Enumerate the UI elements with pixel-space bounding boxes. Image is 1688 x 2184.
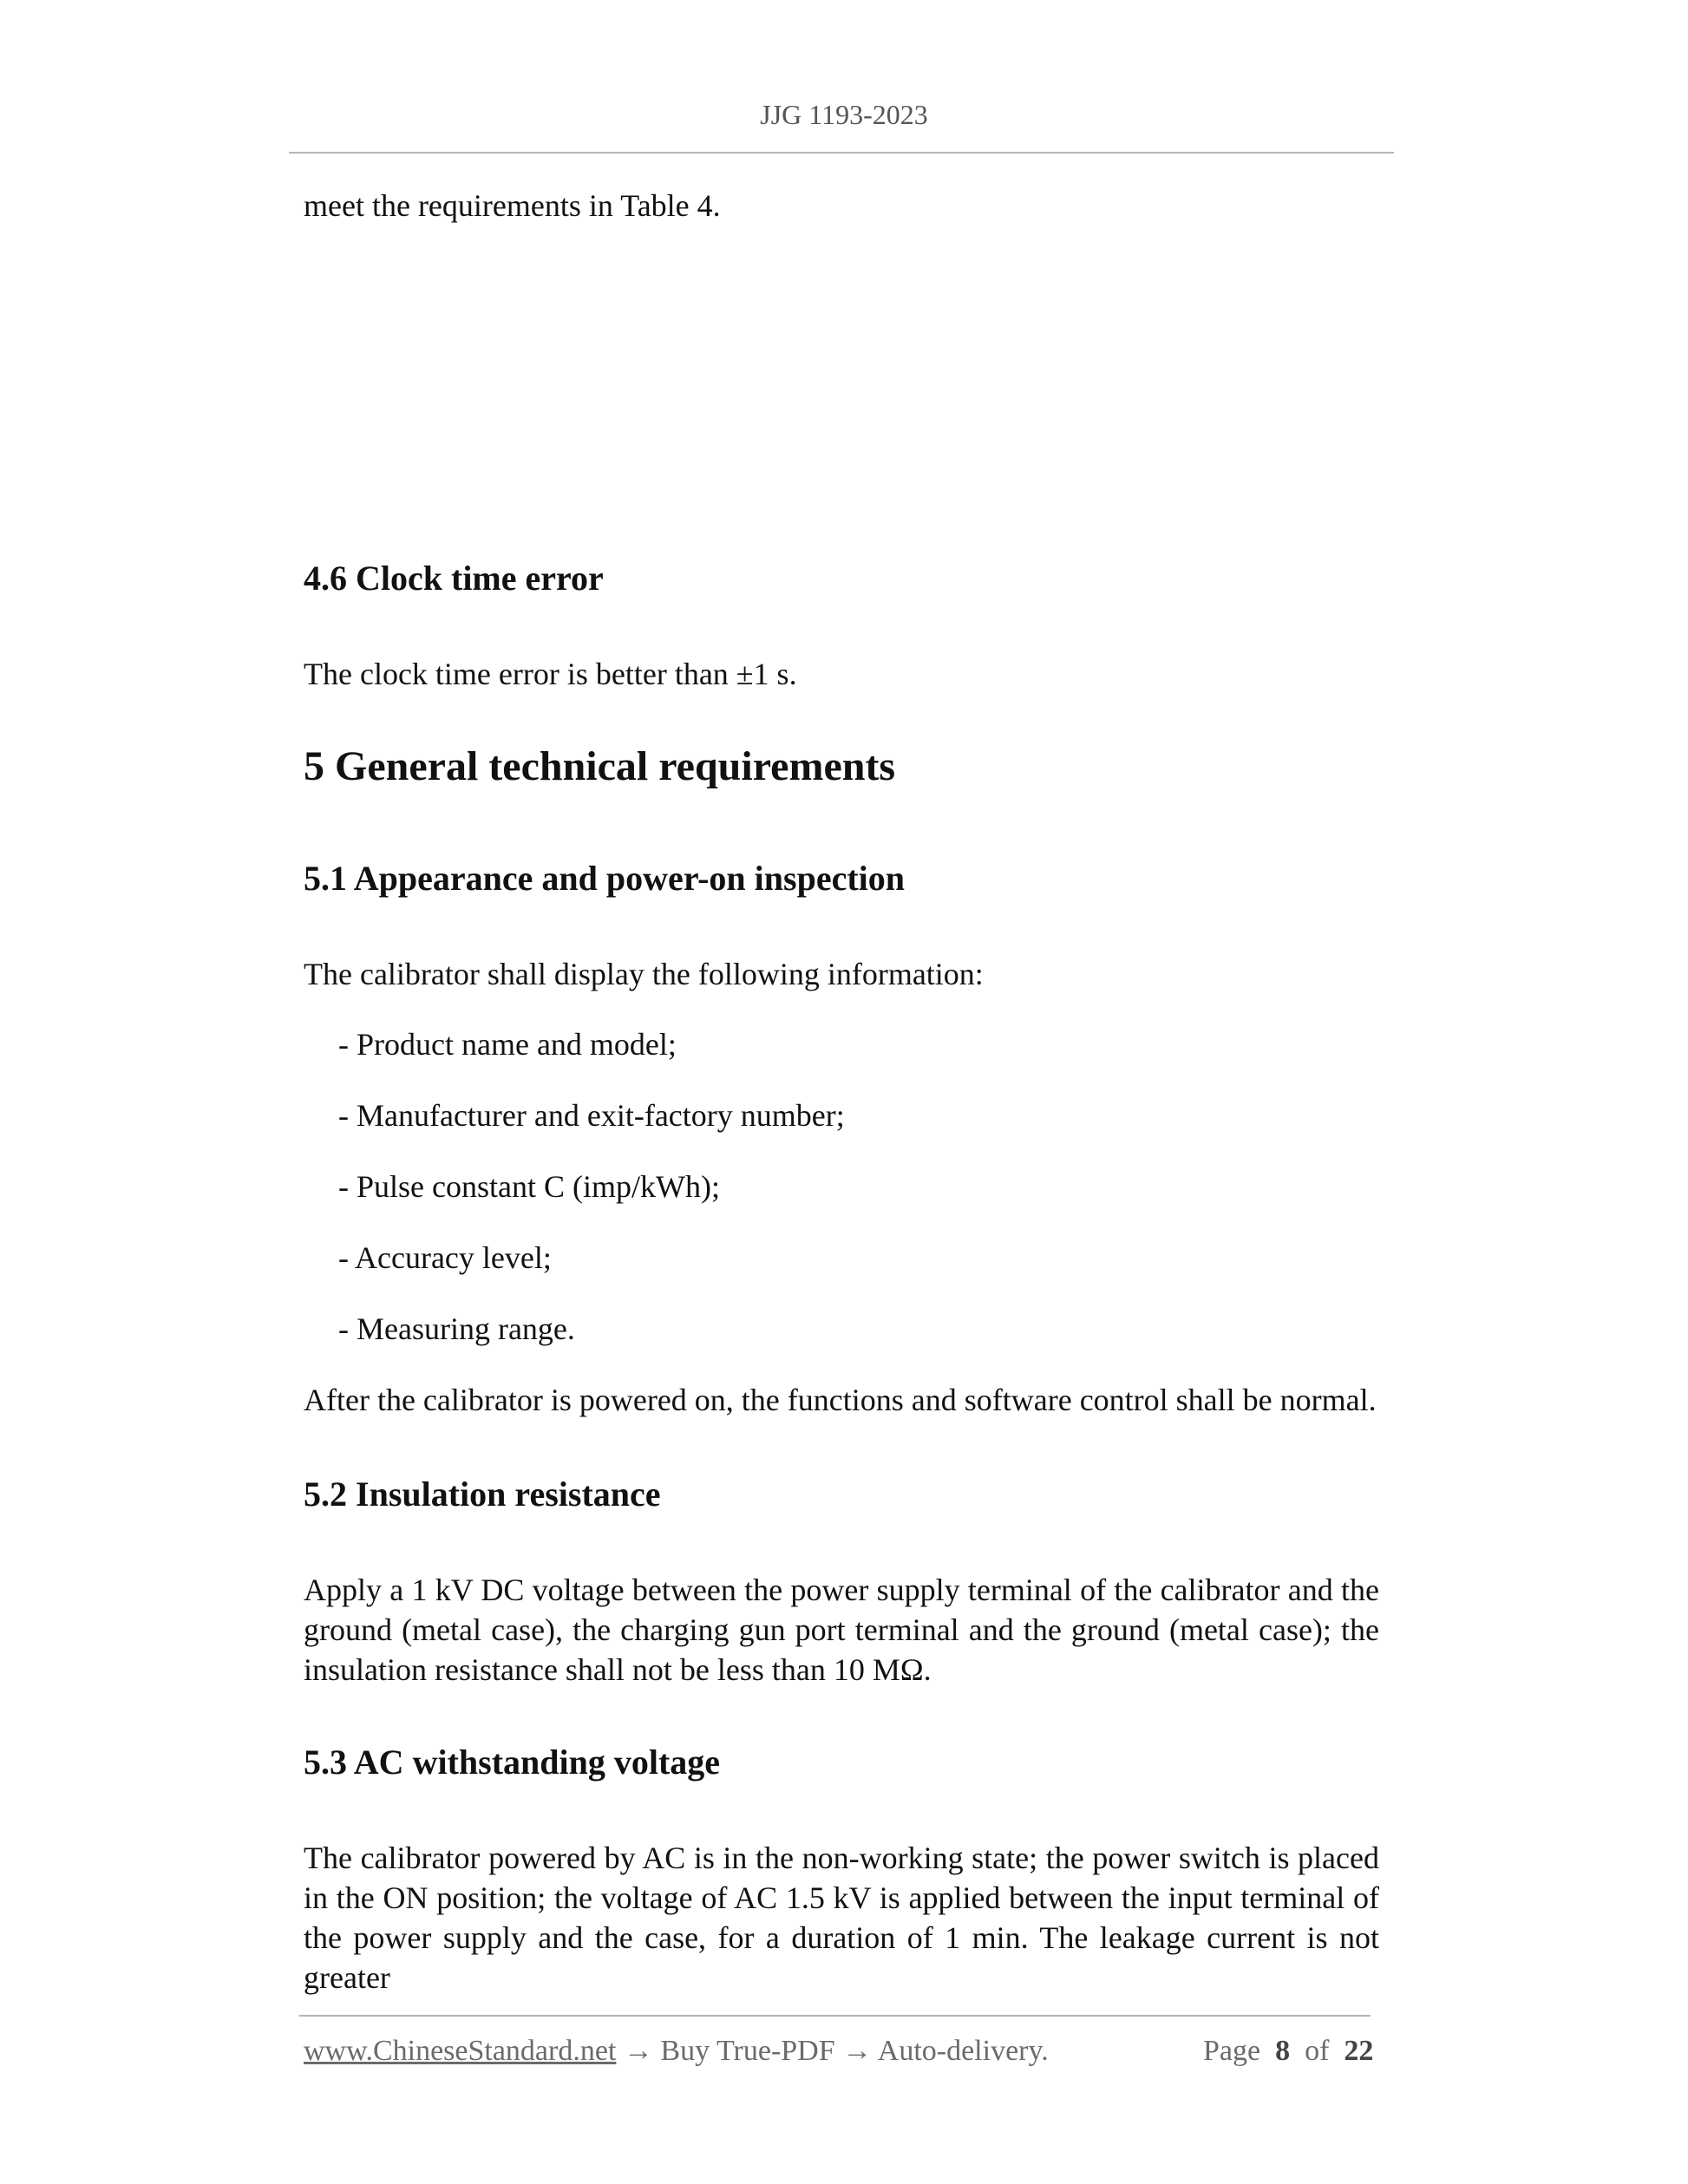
page-label: Page [1203,2035,1261,2067]
section-5-heading: 5 General technical requirements [304,743,896,789]
footer-promo [304,2035,1049,2068]
page-counter [1203,2035,1373,2068]
section-5-1-after: After the calibrator is powered on, the functions and software control shall be normal. [304,1383,1377,1417]
list-item: - Manufacturer and exit-factory number; [338,1098,845,1133]
footer-promo-text: → Buy True-PDF → Auto-delivery. [616,2035,1049,2067]
page-total: 22 [1344,2035,1374,2067]
page-header-title: JJG 1193-2023 [760,99,928,130]
section-5-2-heading: 5.2 Insulation resistance [304,1475,661,1514]
header-divider [289,152,1394,154]
section-5-1-intro: The calibrator shall display the following information: [304,957,984,991]
section-5-1-heading: 5.1 Appearance and power-on inspection [304,859,906,898]
list-item: - Pulse constant C (imp/kWh); [338,1169,720,1204]
page-number: 8 [1275,2035,1291,2067]
list-item: - Measuring range. [338,1311,575,1346]
section-4-6-heading: 4.6 Clock time error [304,559,604,598]
section-5-3-text: The calibrator powered by AC is in the non-working state; the power switch is placed in the ON position; the voltage of AC 1.5 kV is applied between the input terminal of the power supply and the case, for a duration of 1 min. The leakage current is not greater [304,1841,1379,1995]
footer-divider [299,2015,1371,2017]
of-label: of [1305,2035,1330,2067]
section-5-3-heading: 5.3 AC withstanding voltage [304,1743,721,1782]
chinesestandard-link[interactable]: www.ChineseStandard.net [304,2035,617,2067]
continuation-text: meet the requirements in Table 4. [304,188,721,223]
list-item: - Product name and model; [338,1027,677,1062]
section-5-2-text: Apply a 1 kV DC voltage between the power supply terminal of the calibrator and the ground (metal case), the charging gun port terminal and the ground (metal case); the insulation resistance shall not be less than 10 MΩ. [304,1573,1379,1687]
list-item: - Accuracy level; [338,1240,552,1275]
section-4-6-text: The clock time error is better than ±1 s. [304,657,797,691]
